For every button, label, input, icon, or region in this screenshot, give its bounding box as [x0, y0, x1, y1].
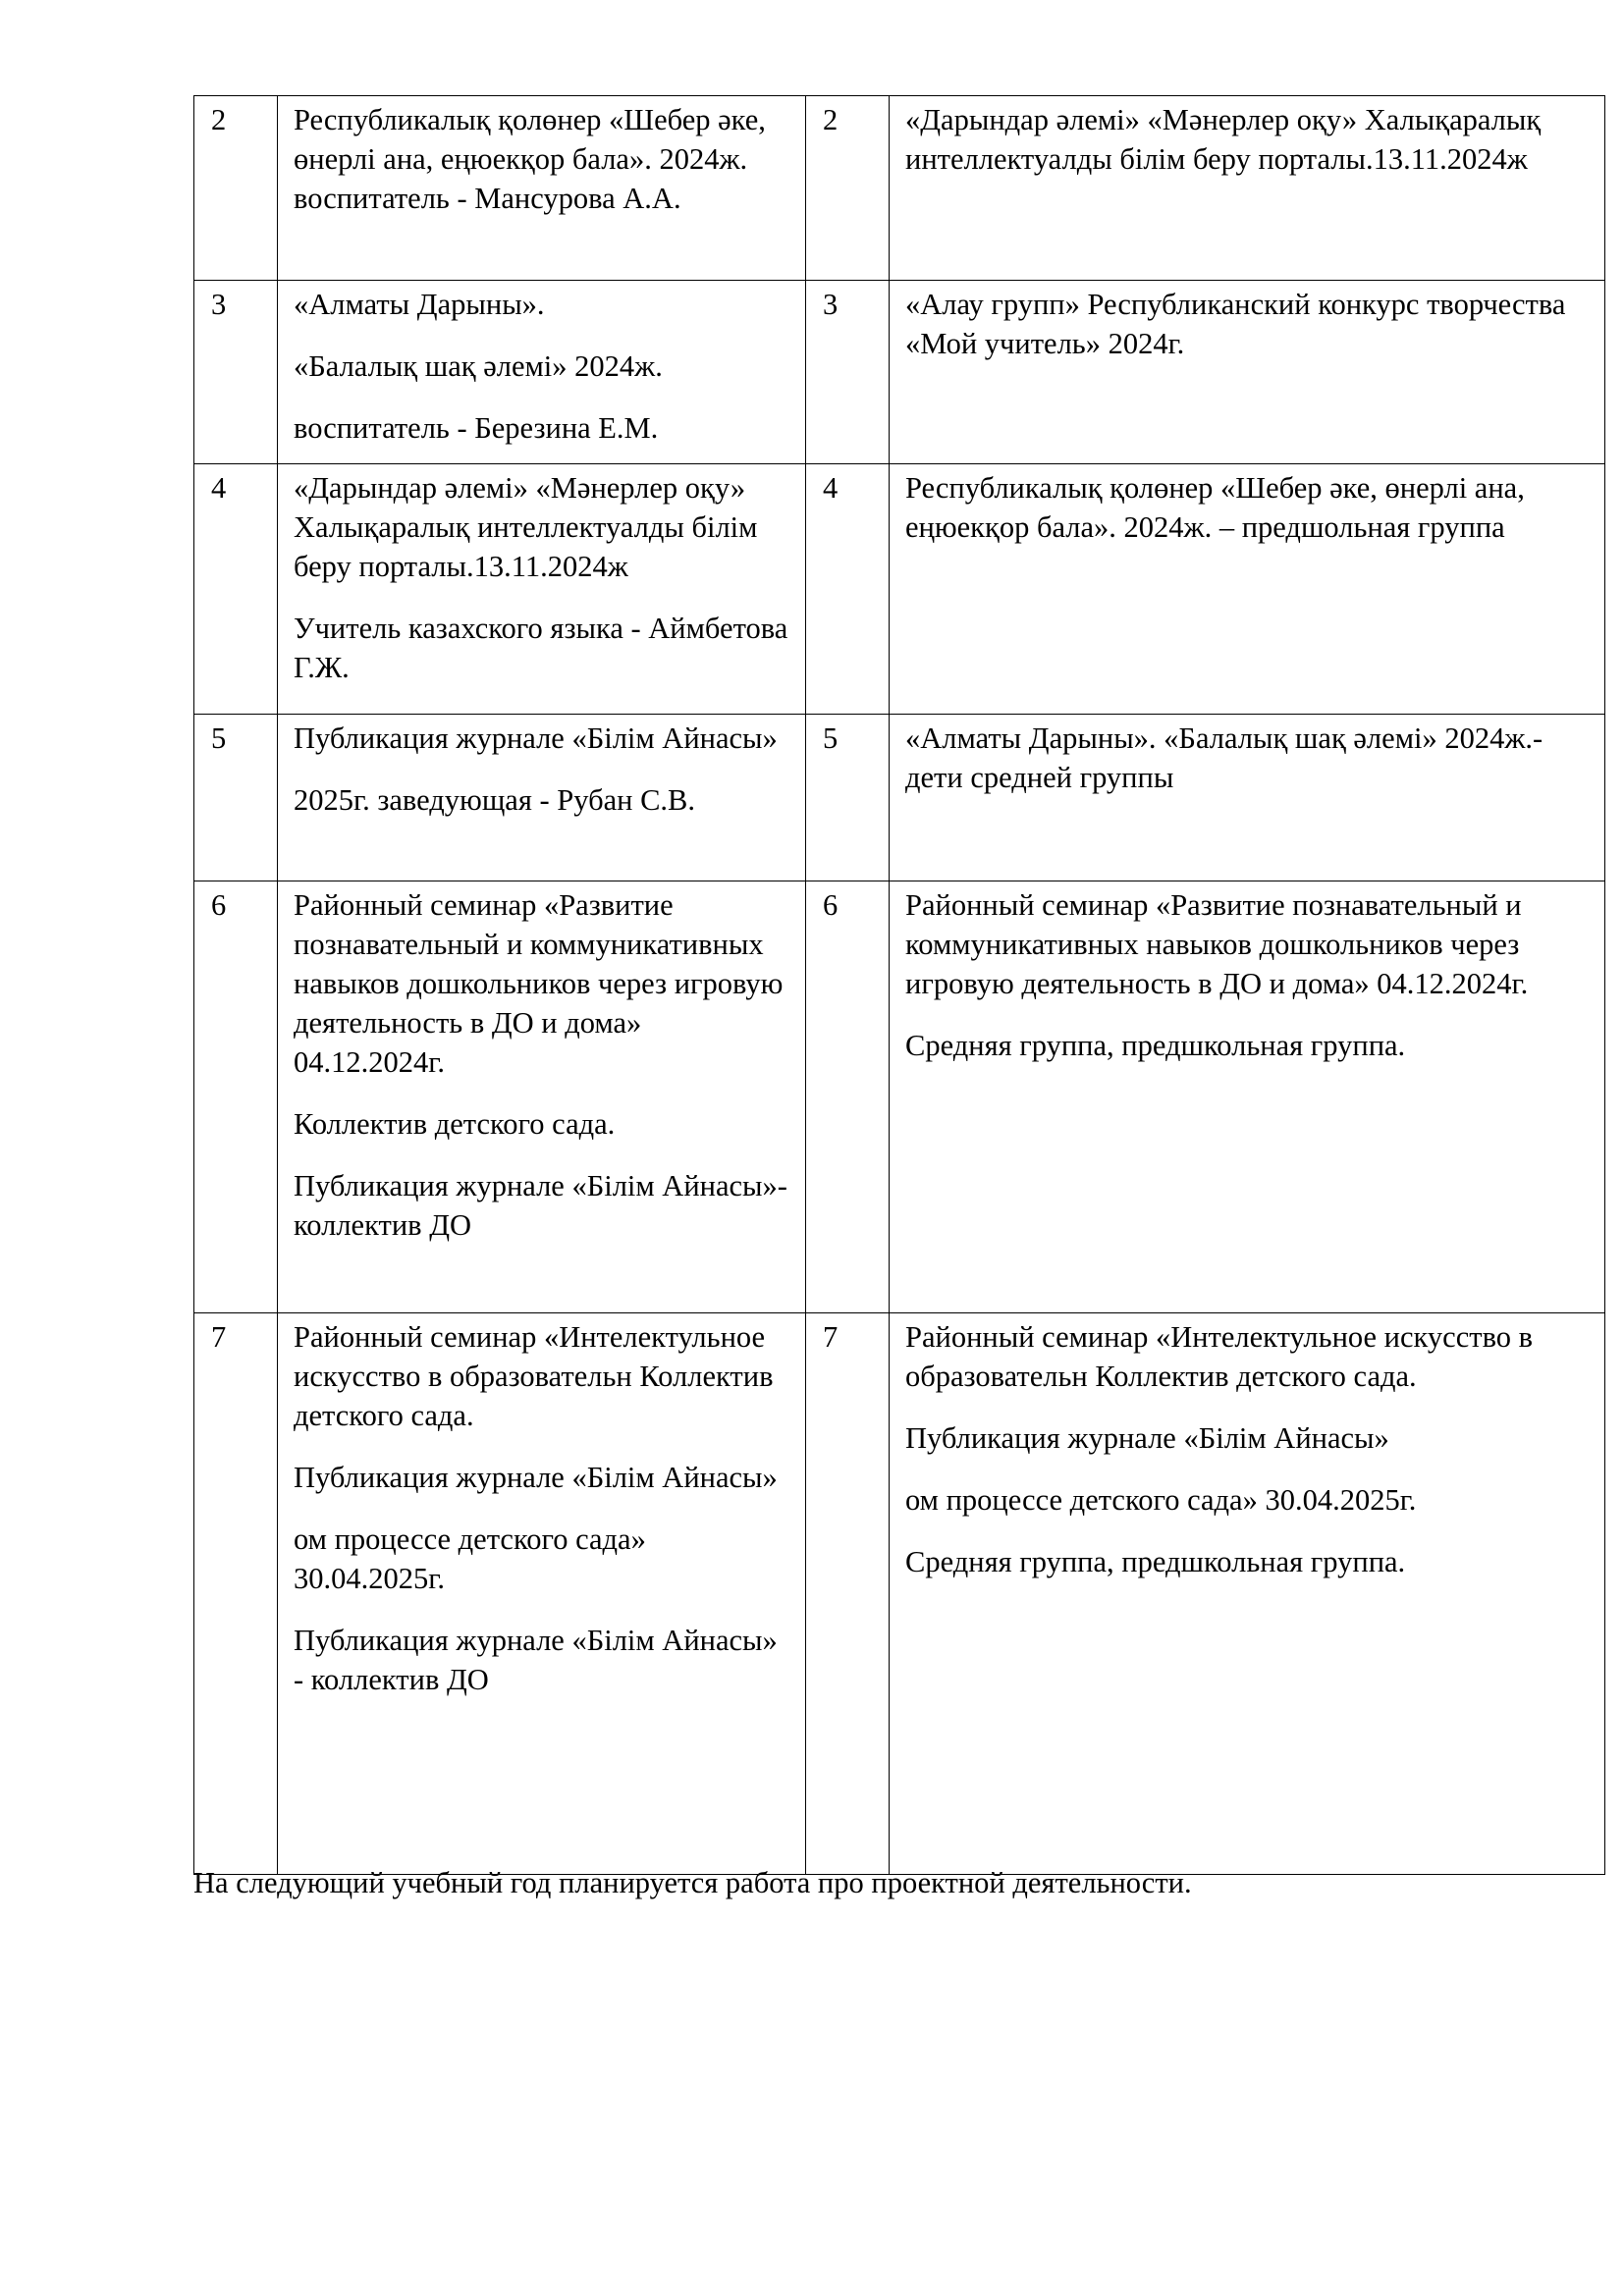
right-row-number: 3 [806, 281, 890, 464]
right-entry-cell [890, 881, 1605, 1313]
right-row-number: 2 [806, 96, 890, 281]
entry-paragraph: 2025г. заведующая - Рубан С.В. [294, 783, 696, 817]
left-row-number: 3 [194, 281, 278, 464]
left-entry-cell [278, 881, 806, 1313]
entry-paragraph: Публикация журнале «Білім Айнасы» [294, 1461, 778, 1494]
right-entry-cell [890, 715, 1605, 881]
entry-paragraph: «Алау групп» Республиканский конкурс творчества «Мой учитель» 2024г. [905, 288, 1566, 360]
left-entry-cell [278, 281, 806, 464]
right-entry-cell [890, 281, 1605, 464]
left-entry-cell [278, 464, 806, 715]
table-row [194, 715, 1605, 881]
entry-paragraph: Коллектив детского сада. [294, 1107, 616, 1141]
entry-paragraph: Республикалық қолөнер «Шебер әке, өнерлі ана, еңюекқор бала». 2024ж. – предшольная группа [905, 471, 1525, 544]
entry-paragraph: воспитатель - Березина Е.М. [294, 411, 659, 445]
achievements-table [193, 95, 1605, 1875]
entry-paragraph: Публикация журнале «Білім Айнасы» [294, 721, 778, 755]
entry-paragraph: Районный семинар «Развитие познавательный и коммуникативных навыков дошкольников через игровую деятельность в ДО и дома» 04.12.2024г. [294, 888, 784, 1079]
entry-paragraph: «Дарындар әлемі» «Мәнерлер оқу» Халықаралық интеллектуалды білім беру порталы.13.11.2024ж [905, 103, 1542, 176]
right-row-number: 4 [806, 464, 890, 715]
table-row [194, 1313, 1605, 1875]
right-row-number: 7 [806, 1313, 890, 1875]
table-row [194, 96, 1605, 281]
entry-paragraph: Публикация журнале «Білім Айнасы» [905, 1421, 1389, 1455]
left-entry-cell [278, 715, 806, 881]
left-entry-cell [278, 96, 806, 281]
entry-paragraph: Районный семинар «Интелектульное искусство в образовательн Коллектив детского сада. [294, 1320, 774, 1432]
entry-paragraph: Районный семинар «Интелектульное искусство в образовательн Коллектив детского сада. [905, 1320, 1534, 1393]
right-row-number: 5 [806, 715, 890, 881]
entry-paragraph: Учитель казахского языка - Аймбетова Г.Ж. [294, 612, 788, 684]
right-entry-cell [890, 464, 1605, 715]
left-row-number: 4 [194, 464, 278, 715]
entry-paragraph: Республикалық қолөнер «Шебер әке, өнерлі ана, еңюекқор бала». 2024ж. воспитатель - Мансурова А.А. [294, 103, 766, 215]
entry-paragraph: Районный семинар «Развитие познавательный и коммуникативных навыков дошкольников через игровую деятельность в ДО и дома» 04.12.2024г. [905, 888, 1529, 1000]
entry-paragraph: Публикация журнале «Білім Айнасы» - коллектив ДО [294, 1624, 778, 1696]
left-entry-cell [278, 1313, 806, 1875]
table-row [194, 881, 1605, 1313]
footer-note: На следующий учебный год планируется работа про проектной деятельности. [193, 1866, 1192, 1899]
left-row-number: 2 [194, 96, 278, 281]
right-entry-cell [890, 1313, 1605, 1875]
entry-paragraph: Средняя группа, предшкольная группа. [905, 1545, 1406, 1578]
entry-paragraph: «Дарындар әлемі» «Мәнерлер оқу» Халықаралық интеллектуалды білім беру порталы.13.11.2024ж [294, 471, 758, 583]
right-row-number: 6 [806, 881, 890, 1313]
entry-paragraph: «Балалық шақ әлемі» 2024ж. [294, 349, 663, 383]
left-row-number: 7 [194, 1313, 278, 1875]
entry-paragraph: ом процессе детского сада» 30.04.2025г. [905, 1483, 1417, 1517]
table-row [194, 281, 1605, 464]
entry-paragraph: «Алматы Дарыны». [294, 288, 545, 321]
left-row-number: 5 [194, 715, 278, 881]
right-entry-cell [890, 96, 1605, 281]
entry-paragraph: «Алматы Дарыны». «Балалық шақ әлемі» 2024ж.- дети средней группы [905, 721, 1543, 794]
entry-paragraph: Публикация журнале «Білім Айнасы»- коллектив ДО [294, 1169, 787, 1242]
entry-paragraph: ом процессе детского сада» 30.04.2025г. [294, 1522, 646, 1595]
entry-paragraph: Средняя группа, предшкольная группа. [905, 1029, 1406, 1062]
left-row-number: 6 [194, 881, 278, 1313]
table-row [194, 464, 1605, 715]
table-body [194, 96, 1605, 1875]
